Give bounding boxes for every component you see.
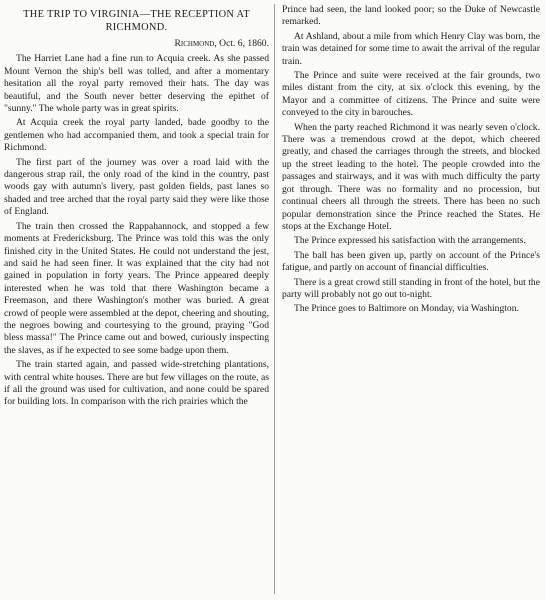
dateline [4, 38, 269, 50]
paragraph: The Prince goes to Baltimore on Monday, via Washington. [294, 303, 519, 315]
paragraph: At Acquia creek the royal party landed, bade goodby to the gentlemen who had accompanied them, and took a special train for Richmond. [4, 117, 269, 154]
dateline-city: Richmond [174, 38, 215, 49]
paragraph: At Ashland, about a mile from which Henry Clay was born, the train was detained for some time to await the arrival of the regular train. [282, 30, 540, 67]
paragraph: There is a great crowd still standing in front of the hotel, but the party will probably not go out to-night. [282, 276, 540, 300]
paragraph: The Harriet Lane had a fine run to Acquia creek. As she passed Mount Vernon the ship's bell was tolled, and after a momentary hesitation all the royal party removed their hats. The day was beautiful, and the South never better deserving the epithet of "sunny." The whole party was in great spirits. [4, 53, 269, 115]
headline: THE TRIP TO VIRGINIA—THE RECEPTION AT RICHMOND. [23, 9, 250, 33]
right-column [282, 4, 540, 318]
paragraph: The train then crossed the Rappahannock, and stopped a few moments at Fredericksburg. The Prince was told this was the only finished city in the United States. He could not understand the jest, and said he had seen finer. It was explained that the city had not gained in population in forty years. The Prince appeared deeply interested when he was told that there Washington became a Freemason, and there Washington's mother was buried. A great crowd of people were assembled at the depot, cheering and shouting, the negroes bowing and courtesying to the ground, praying "God bless massa!" The Prince came out and bowed, curiously inspecting the slaves, as if he expected to see some badge upon them. [4, 220, 269, 356]
paragraph: The train started again, and passed wide-stretching plantations, with central white houses. There are but few villages on the route, as if all the ground was used for cultivation, and none could be spared for building lots. In comparison with the rich prairies which the [4, 359, 269, 408]
paragraph: When the party reached Richmond it was nearly seven o'clock. There was a tremendous crowd at the depot, which cheered greatly, and chased the carriages through the streets, and blocked up the street leading to the hotel. The people crowded into the passages and stairways, and it was with much difficulty the party got through. There was no formality and no procession, but continual cheers all through the streets. There has been no such popular demonstration since the Prince reached the States. He stops at the Exchange Hotel. [282, 121, 540, 232]
column-rule [274, 4, 275, 594]
paragraph: The first part of the journey was over a road laid with the dangerous strap rail, the only road of the kind in the country, past woods gay with autumn's livery, past golden fields, past lanes so shaded and tree arched that the royal party said they were like those of England. [4, 156, 269, 218]
paragraph: The Prince expressed his satisfaction with the arrangements. [294, 235, 526, 247]
paragraph: The ball has been given up, partly on account of the Prince's fatigue, and partly on account of financial difficulties. [282, 249, 540, 274]
paragraph: Prince had seen, the land looked poor; so the Duke of Newcastle remarked. [282, 4, 540, 28]
left-column [4, 4, 269, 411]
dateline-date: , Oct. 6, 1860. [214, 38, 269, 49]
paragraph: The Prince and suite were received at the fair grounds, two miles distant from the city, at six o'clock this evening, by the Mayor and a committee of citizens. The Prince and suite were conveyed to the city in barouches. [282, 70, 540, 119]
